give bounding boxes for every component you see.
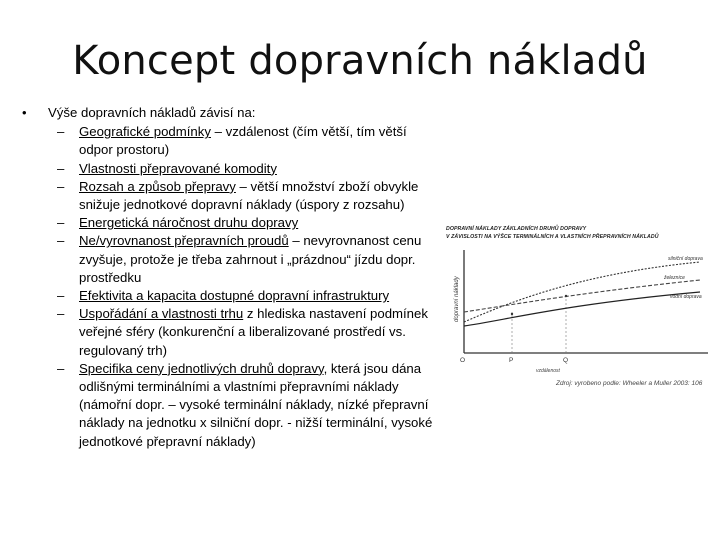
main-bullet [20, 104, 440, 122]
sub-bullet-key: Geografické podmínky [79, 124, 211, 140]
x-tick-q: Q [563, 357, 569, 364]
series-label-water: vodní doprava [670, 294, 702, 300]
sub-bullet-key: Vlastnosti přepravované komodity [79, 160, 277, 176]
sub-bullet-key: Uspořádání a vlastnosti trhu [79, 306, 244, 322]
figure-caption-line1: DOPRAVNÍ NÁKLADY ZÁKLADNÍCH DRUHŮ DOPRAVY [446, 226, 587, 232]
road-cost-curve [464, 262, 700, 322]
main-bullet-text: Výše dopravních nákladů závisí na: [48, 105, 256, 120]
sub-bullet-text: , která jsou dána odlišnými terminálními a vlastními přepravními náklady (námořní dopr. – vysoké terminální náklady, nízké přepravní náklady na jednotku x silniční dopr. - nižší terminální, vysoké jednotkové přepravní náklady) [79, 360, 433, 449]
dash-icon: – [57, 288, 65, 304]
water-cost-curve [464, 292, 700, 326]
sub-bullet-market [20, 305, 440, 360]
dash-icon: – [57, 215, 65, 231]
sub-bullet-flows [20, 232, 440, 287]
dash-icon: – [57, 178, 65, 194]
dash-icon: – [57, 233, 65, 249]
breakeven-point-p [511, 313, 513, 315]
figure-caption-line2: V ZÁVISLOSTI NA VÝŠCE TERMINÁLNÍCH A VLASTNÍCH PŘEPRAVNÍCH NÁKLADŮ [446, 234, 659, 240]
sub-bullet-key: Energetická náročnost druhu dopravy [79, 215, 299, 231]
breakeven-point-q [565, 295, 567, 297]
sub-bullet-text: – vzdálenost (čím větší, tím větší odpor prostoru) [79, 124, 407, 158]
sub-bullet-key: Efektivita a kapacita dostupné dopravní infrastruktury [79, 288, 390, 304]
x-axis-label: vzdálenost [536, 368, 560, 374]
bullet-dot-icon: • [22, 105, 27, 120]
series-label-rail: železnice [664, 275, 685, 281]
sub-bullet-key: Specifika ceny jednotlivých druhů dopravy [79, 360, 324, 376]
dash-icon: – [57, 360, 65, 376]
sub-bullet-infrastructure [20, 287, 440, 305]
dash-icon: – [57, 306, 65, 322]
sub-bullet-text: – větší množství zboží obvykle snižuje jednotkové dopravní náklady (úspory z rozsahu) [79, 178, 419, 213]
sub-bullet-pricing [20, 360, 440, 451]
x-tick-o: O [460, 357, 466, 364]
sub-bullet-text: z hlediska nastavení podmínek veřejné sféry (konkurenční a liberalizované prostředí vs. regulovaný trh) [79, 306, 428, 358]
sub-bullet-scale [20, 178, 440, 214]
sub-bullet-key: Ne/vyrovnanost přepravních proudů [79, 233, 289, 249]
slide-title: Koncept dopravních nákladů [72, 38, 648, 84]
transport-cost-figure [446, 222, 716, 402]
dash-icon: – [57, 124, 65, 140]
dash-icon: – [57, 160, 65, 176]
sub-bullet-key: Rozsah a způsob přepravy [79, 178, 236, 194]
cost-curves-graphic [446, 222, 716, 402]
sub-bullet-text: – nevyrovnanost cenu zvyšuje, protože je třeba zahrnout i „prázdnou“ jízdu dopr. prostředku [79, 233, 422, 285]
x-tick-p: P [509, 357, 514, 364]
sub-bullet-geography [20, 123, 440, 159]
figure-source: Zdroj: vyrobeno podle: Wheeler a Muller 2003: 106 [556, 380, 703, 387]
sub-bullet-energy [20, 214, 440, 232]
sub-bullet-commodity [20, 160, 440, 178]
y-axis-label: dopravní náklady [454, 276, 460, 322]
bullet-list [20, 104, 440, 451]
series-label-road: silniční doprava [668, 256, 703, 262]
sub-bullet-list [20, 123, 440, 451]
